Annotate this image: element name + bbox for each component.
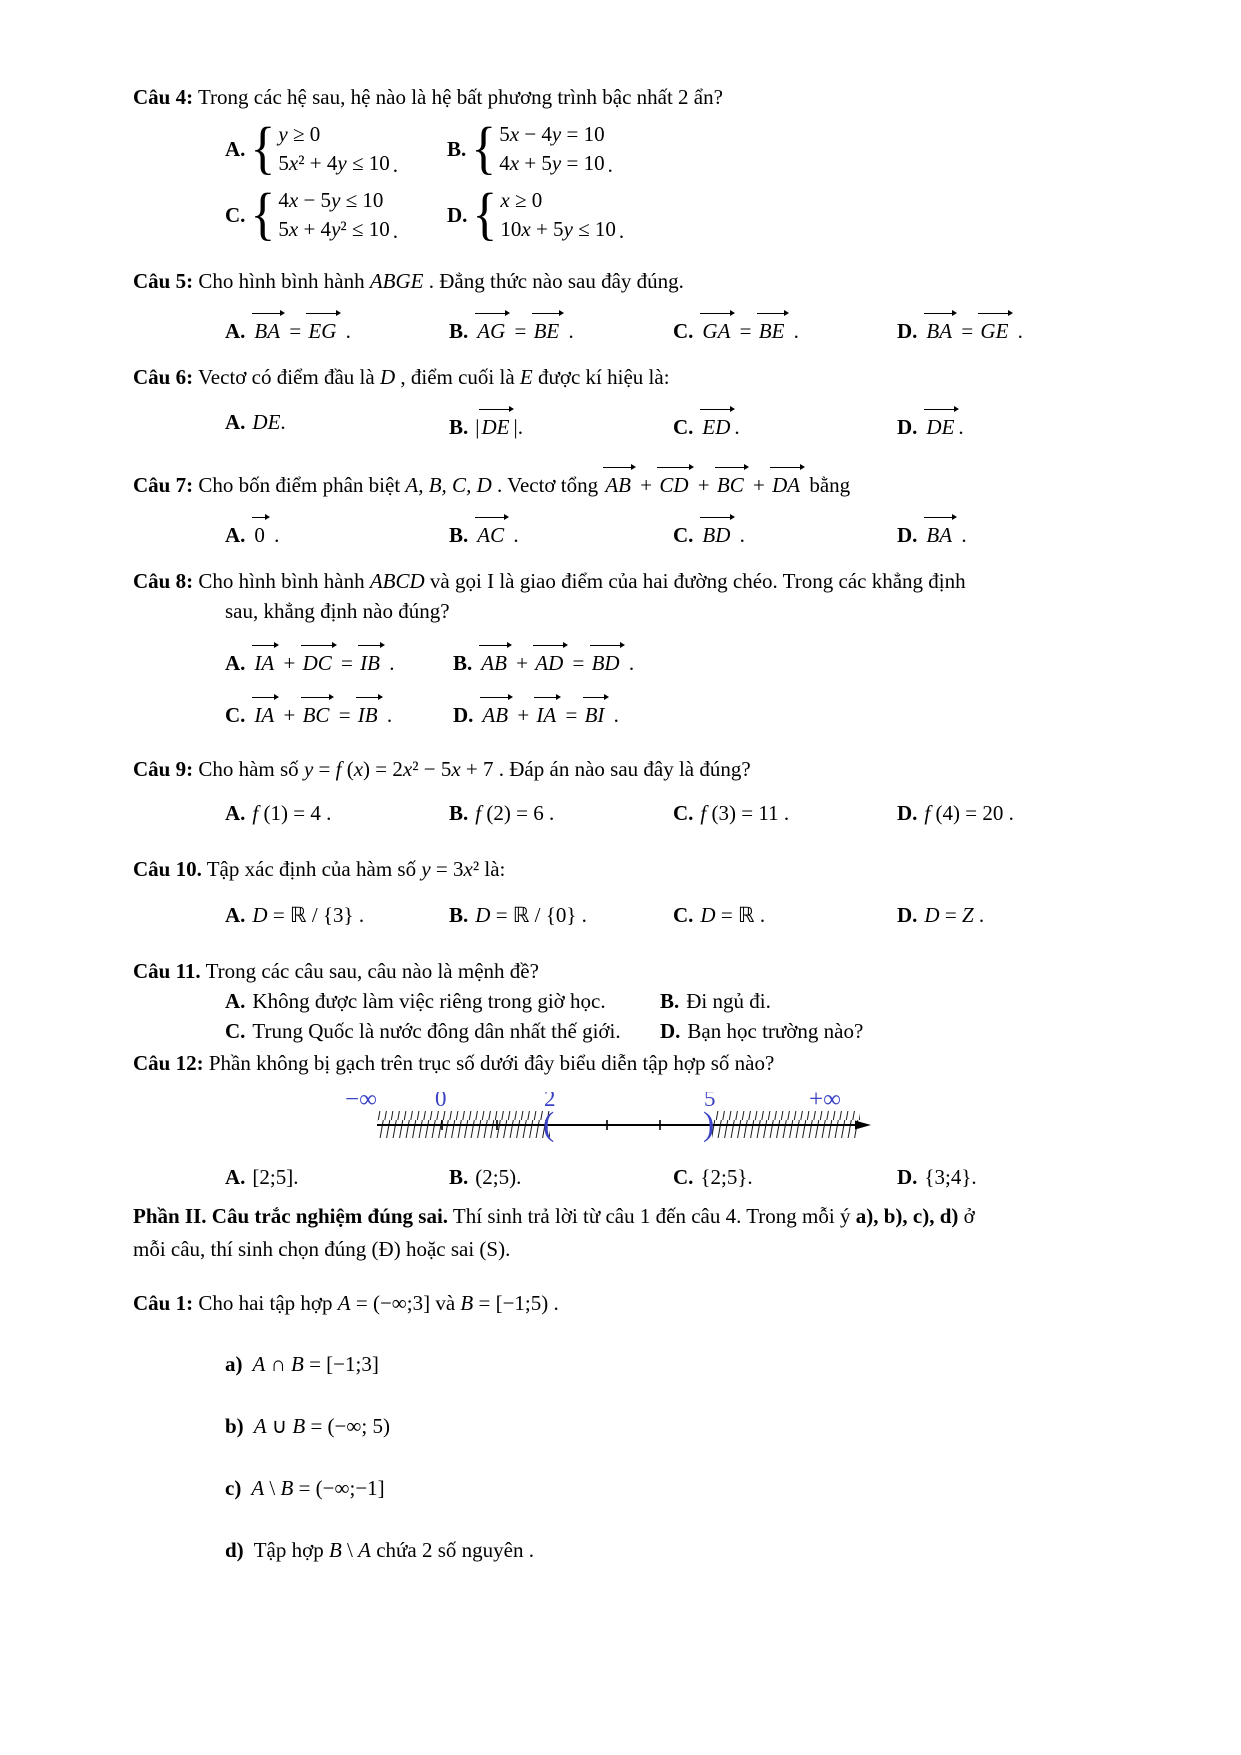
q11-options-row-2 [225,1016,1123,1046]
part-d: d) Tập hợp B \ A chứa 2 số nguyên . [225,1538,534,1562]
left-brace: { [472,182,498,247]
option-a: A. Không được làm việc riêng trong giờ học. [225,989,606,1013]
system-line: x ≥ 0 [500,188,543,212]
option-b: B. D = ℝ / {0} . [449,903,587,927]
part-2-section [133,1200,1123,1266]
option-a: A. { y ≥ 0 5x² + 4y ≤ 10 . [225,116,398,181]
system-line: 5x + 4y² ≤ 10 [278,217,390,241]
option-b: B. (2;5). [449,1165,522,1189]
label-neg-infinity: −∞ [345,1092,377,1113]
q12-options [225,1162,1123,1192]
q4-options-row-2 [225,182,1123,247]
system-line: 10x + 5y ≤ 10 [500,217,616,241]
question-label: Câu 12: [133,1051,204,1075]
option-c: C. Trung Quốc là nước đông dân nhất thế giới. [225,1019,621,1043]
option-d: D. {3;4}. [897,1165,977,1189]
question-5 [133,266,1123,346]
question-title-line2: sau, khẳng định nào đúng? [225,599,450,623]
question-7 [133,460,1123,550]
part-2-heading-line2: mỗi câu, thí sinh chọn đúng (Đ) hoặc sai (S). [133,1237,511,1261]
option-b: B. f (2) = 6 . [449,801,555,825]
question-10 [133,854,1123,930]
part-b: b) A ∪ B = (−∞; 5) [225,1414,390,1438]
question-6 [133,362,1123,442]
number-line-figure [345,1092,1123,1154]
option-c: C. D = ℝ . [673,903,766,927]
option-a: A. f (1) = 4 . [225,801,332,825]
option-d: D. Bạn học trường nào? [660,1019,864,1043]
system-line: 4x + 5y = 10 [499,151,605,175]
question-label: Câu 1: [133,1291,194,1315]
option-a: A. D = ℝ / {3} . [225,903,365,927]
close-paren-at-5: ) [703,1106,715,1143]
q10-options [225,900,1123,930]
question-label: Câu 4: [133,85,194,109]
question-4 [133,82,1123,247]
option-d: D. { x ≥ 0 10x + 5y ≤ 10 . [447,182,625,247]
question-12 [133,1048,1123,1192]
left-brace: { [250,116,276,181]
q9-options [225,798,1123,828]
question-title: Cho hai tập hợp A = (−∞;3] và B = [−1;5) . [198,1291,559,1315]
option-c: C. IA + BC = IB . [225,695,453,730]
part-a: a) A ∩ B = [−1;3] [225,1352,379,1376]
option-b: B. |DE |. [449,407,673,442]
question-label: Câu 10. [133,857,202,881]
option-d: D. BA . [897,515,967,550]
system-line: 4x − 5y ≤ 10 [278,188,384,212]
part2-question-1 [133,1288,1123,1566]
option-d: D. DE . [897,407,964,442]
q7-options [225,510,1123,550]
system-line: y ≥ 0 [278,122,321,146]
label-0: 0 [435,1092,447,1111]
q11-options-row-1 [225,986,1123,1016]
option-a: A. DE. [225,410,286,434]
option-d: D. D = Z . [897,903,985,927]
option-d: D. BA = GE . [897,311,1023,346]
q8-options-row-2 [225,690,1123,730]
question-label: Câu 8: [133,569,194,593]
option-d: D. AB + IA = BI . [453,695,619,730]
part-c: c) A \ B = (−∞;−1] [225,1476,385,1500]
q8-options-row-1 [225,638,1123,678]
question-label: Câu 11. [133,959,201,983]
option-a: A. 0 . [225,515,449,550]
question-title: Phần không bị gạch trên trục số dưới đây biểu diễn tập hợp số nào? [208,1051,775,1075]
option-c: C. BD . [673,515,897,550]
label-2: 2 [544,1092,556,1111]
option-c: C. ED . [673,407,897,442]
option-c: C. f (3) = 11 . [673,801,790,825]
question-label: Câu 9: [133,757,194,781]
option-a: A. BA = EG . [225,311,449,346]
question-label: Câu 7: [133,473,194,497]
question-9 [133,754,1123,828]
question-title: Cho hình bình hành ABCD và gọi I là giao điểm của hai đường chéo. Trong các khẳng định [198,569,966,593]
label-5: 5 [704,1092,716,1111]
option-b: B. AC . [449,515,673,550]
option-c: C. GA = BE . [673,311,897,346]
question-label: Câu 5: [133,269,194,293]
option-b: B. AB + AD = BD . [453,643,634,678]
question-title: Cho hình bình hành ABGE . Đẳng thức nào sau đây đúng. [198,269,684,293]
question-title: Trong các hệ sau, hệ nào là hệ bất phương trình bậc nhất 2 ẩn? [197,85,723,109]
open-paren-at-2: ( [543,1106,555,1143]
system-line: 5x² + 4y ≤ 10 [278,151,390,175]
question-title: Vectơ có điểm đầu là D , điểm cuối là E được kí hiệu là: [197,365,670,389]
axis-arrowhead-icon [855,1121,871,1130]
question-title: Cho bốn điểm phân biệt A, B, C, D . Vectơ tổng AB + CD + BC + DA bằng [198,473,850,497]
option-a: A. [2;5]. [225,1165,299,1189]
system-line: 5x − 4y = 10 [499,122,605,146]
question-11 [133,956,1123,1046]
question-label: Câu 6: [133,365,194,389]
q5-options [225,306,1123,346]
option-b: B. { 5x − 4y = 10 4x + 5y = 10 . [447,116,613,181]
option-c: C. { 4x − 5y ≤ 10 5x + 4y² ≤ 10 . [225,182,398,247]
left-brace: { [471,116,497,181]
q6-options [225,402,1123,442]
part-2-heading: Phần II. Câu trắc nghiệm đúng sai. Thí sinh trả lời từ câu 1 đến câu 4. Trong mỗi ý a), b), c), d) ở [133,1204,975,1228]
number-line-svg [345,1092,885,1148]
question-title: Trong các câu sau, câu nào là mệnh đề? [205,959,539,983]
left-brace: { [250,182,276,247]
q4-options-row-1 [225,116,1123,181]
option-b: B. Đi ngủ đi. [660,989,771,1013]
option-c: C. {2;5}. [673,1165,753,1189]
option-b: B. AG = BE . [449,311,673,346]
option-a: A. IA + DC = IB . [225,643,453,678]
option-d: D. f (4) = 20 . [897,801,1014,825]
question-title: Cho hàm số y = f (x) = 2x² − 5x + 7 . Đáp án nào sau đây là đúng? [198,757,751,781]
label-pos-infinity: +∞ [809,1092,841,1113]
question-8 [133,566,1123,730]
question-title: Tập xác định của hàm số y = 3x² là: [206,857,506,881]
